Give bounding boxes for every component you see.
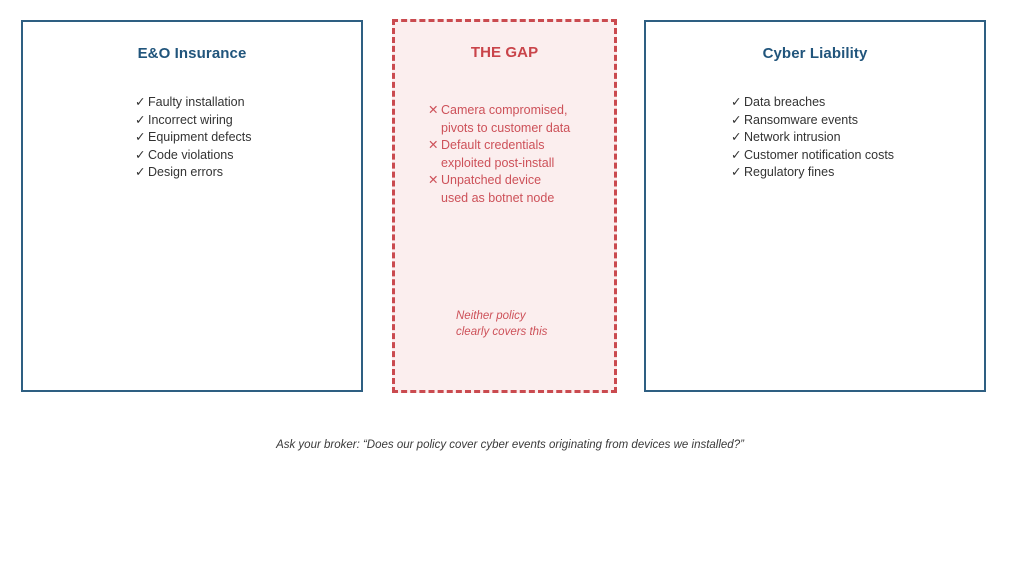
panel-the-gap-list	[428, 102, 588, 208]
panel-cyber-liability	[644, 20, 986, 392]
list-item-label: Network intrusion	[744, 130, 841, 145]
list-item-label: Regulatory fines	[744, 165, 835, 180]
panel-cyber-liability-title: Cyber Liability	[762, 45, 868, 62]
list-item	[135, 147, 252, 165]
list-item	[428, 137, 588, 172]
list-item-label: Design errors	[148, 165, 224, 180]
list-item	[428, 102, 588, 137]
gap-note	[456, 308, 547, 340]
panel-eo-insurance-title: E&O Insurance	[137, 45, 247, 62]
list-item-label: Customer notification costs	[744, 147, 895, 162]
list-item	[135, 129, 252, 147]
list-item-label: Data breaches	[744, 95, 826, 109]
list-item	[731, 147, 894, 165]
list-item-label-continued: pivots to customer data	[441, 120, 571, 135]
footer-broker-question: Ask your broker: “Does our policy cover cyber events originating from devices we installed?”	[276, 439, 744, 451]
list-item	[428, 172, 588, 207]
check-icon: ✓	[731, 112, 742, 127]
list-item-label-continued: used as botnet node	[441, 190, 555, 205]
list-item-label: Unpatched device	[441, 173, 542, 188]
check-icon: ✓	[135, 147, 146, 162]
panel-eo-insurance	[21, 20, 363, 392]
cross-icon: ✕	[428, 173, 439, 188]
check-icon: ✓	[731, 95, 742, 109]
panel-the-gap	[392, 19, 617, 393]
list-item	[135, 94, 252, 112]
list-item-label: Equipment defects	[148, 130, 252, 145]
cross-icon: ✕	[428, 103, 439, 117]
list-item-label: Ransomware events	[744, 112, 858, 127]
check-icon: ✓	[731, 147, 742, 162]
panel-cyber-liability-list	[731, 94, 894, 182]
panel-the-gap-title: THE GAP	[470, 44, 539, 61]
check-icon: ✓	[135, 112, 146, 127]
list-item-label: Code violations	[148, 147, 234, 162]
gap-note-line-1: Neither policy	[456, 310, 526, 322]
list-item	[731, 94, 894, 112]
list-item-label: Faulty installation	[148, 95, 245, 109]
check-icon: ✓	[731, 165, 742, 180]
list-item	[731, 112, 894, 130]
check-icon: ✓	[135, 165, 146, 180]
list-item	[731, 129, 894, 147]
check-icon: ✓	[731, 130, 742, 145]
list-item-label-continued: exploited post-install	[441, 155, 555, 170]
check-icon: ✓	[135, 95, 146, 109]
gap-note-line-2: clearly covers this	[456, 326, 548, 338]
cross-icon: ✕	[428, 138, 439, 153]
list-item	[135, 164, 252, 182]
list-item	[135, 112, 252, 130]
check-icon: ✓	[135, 130, 146, 145]
list-item-label: Default credentials	[441, 138, 545, 153]
list-item	[731, 164, 894, 182]
list-item-label: Camera compromised,	[441, 103, 568, 117]
list-item-label: Incorrect wiring	[148, 112, 233, 127]
panel-eo-insurance-list	[135, 94, 252, 182]
